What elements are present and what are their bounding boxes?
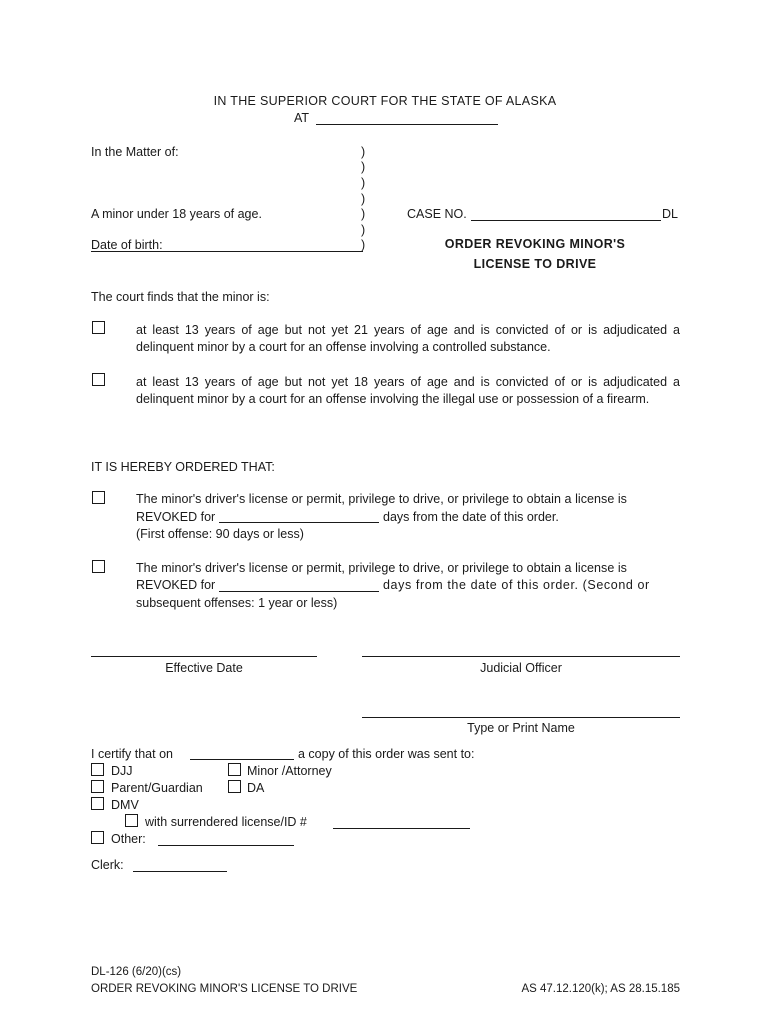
other-field[interactable] [158,845,294,846]
dmv-checkbox[interactable] [91,797,104,810]
clerk-field[interactable] [133,871,227,872]
case-suffix: DL [662,207,678,221]
at-label: AT [294,111,310,125]
order2-line1: The minor's driver's license or permit, privilege to drive, or privilege to obtain a license is [136,561,627,575]
print-name-label: Type or Print Name [467,721,575,735]
order-title-line2: LICENSE TO DRIVE [473,257,597,271]
judicial-officer-label: Judicial Officer [480,661,562,675]
order2-note: subsequent offenses: 1 year or less) [136,596,338,610]
matter-label: In the Matter of: [91,145,179,159]
caption-paren: ) [361,207,366,221]
order2-days-field[interactable] [219,591,379,592]
clerk-label: Clerk: [91,858,124,872]
caption-paren: ) [361,160,366,174]
da-checkbox[interactable] [228,780,241,793]
form-number: DL-126 (6/20)(cs) [91,966,182,978]
certify-date-field[interactable] [190,759,294,760]
dmv-label: DMV [111,798,139,812]
surrendered-license-checkbox[interactable] [125,814,138,827]
license-id-field[interactable] [333,828,470,829]
da-label: DA [247,781,265,795]
form-title-footer: ORDER REVOKING MINOR'S LICENSE TO DRIVE [91,983,358,995]
at-location-field[interactable] [316,124,498,125]
djj-checkbox[interactable] [91,763,104,776]
caption-paren: ) [361,176,366,190]
finding-checkbox-2[interactable] [92,373,105,386]
order1-revoked: REVOKED for [136,510,216,524]
caption-paren: ) [361,192,366,206]
order1-line1: The minor's driver's license or permit, privilege to drive, or privilege to obtain a license is [136,492,627,506]
surrendered-license-label: with surrendered license/ID # [145,815,307,829]
order-checkbox-2[interactable] [92,560,105,573]
caption-paren: ) [361,223,366,237]
parent-guardian-checkbox[interactable] [91,780,104,793]
dob-label: Date of birth: [91,238,163,252]
certify-intro-start: I certify that on [91,747,173,761]
certify-intro-end: a copy of this order was sent to: [298,747,475,761]
finding-option-2: at least 13 years of age but not yet 18 years of age and is convicted of or is adjudicated a delinquent minor by a court for an offense involving the illegal use or possession of a firearm. [136,375,680,406]
order-checkbox-1[interactable] [92,491,105,504]
other-checkbox[interactable] [91,831,104,844]
statute-citation: AS 47.12.120(k); AS 28.15.185 [521,983,680,995]
djj-label: DJJ [111,764,133,778]
case-no-label: CASE NO. [407,207,467,221]
order1-note: (First offense: 90 days or less) [136,527,304,541]
order-title-line1: ORDER REVOKING MINOR'S [444,237,626,251]
findings-intro: The court finds that the minor is: [91,290,270,304]
order1-days: days from the date of this order. [383,510,559,524]
dob-field[interactable] [178,251,363,252]
order1-days-field[interactable] [219,522,379,523]
judicial-officer-signature-field[interactable] [362,656,680,657]
caption-paren: ) [361,238,366,252]
finding-checkbox-1[interactable] [92,321,105,334]
minor-attorney-checkbox[interactable] [228,763,241,776]
print-name-field[interactable] [362,717,680,718]
court-heading: IN THE SUPERIOR COURT FOR THE STATE OF ALASKA [213,94,557,108]
minor-attorney-label: Minor /Attorney [247,764,332,778]
parent-guardian-label: Parent/Guardian [111,781,203,795]
minor-label: A minor under 18 years of age. [91,207,262,221]
order2-revoked: REVOKED for [136,578,216,592]
finding-option-1: at least 13 years of age but not yet 21 years of age and is convicted of or is adjudicated a delinquent minor by a court for an offense involving a controlled substance. [136,323,680,354]
effective-date-field[interactable] [91,656,317,657]
orders-intro: IT IS HEREBY ORDERED THAT: [91,460,275,474]
effective-date-label: Effective Date [165,661,243,675]
other-label: Other: [111,832,146,846]
caption-paren: ) [361,145,366,159]
case-no-field[interactable] [471,220,661,221]
order2-days: days from the date of this order. (Second or [383,578,650,592]
